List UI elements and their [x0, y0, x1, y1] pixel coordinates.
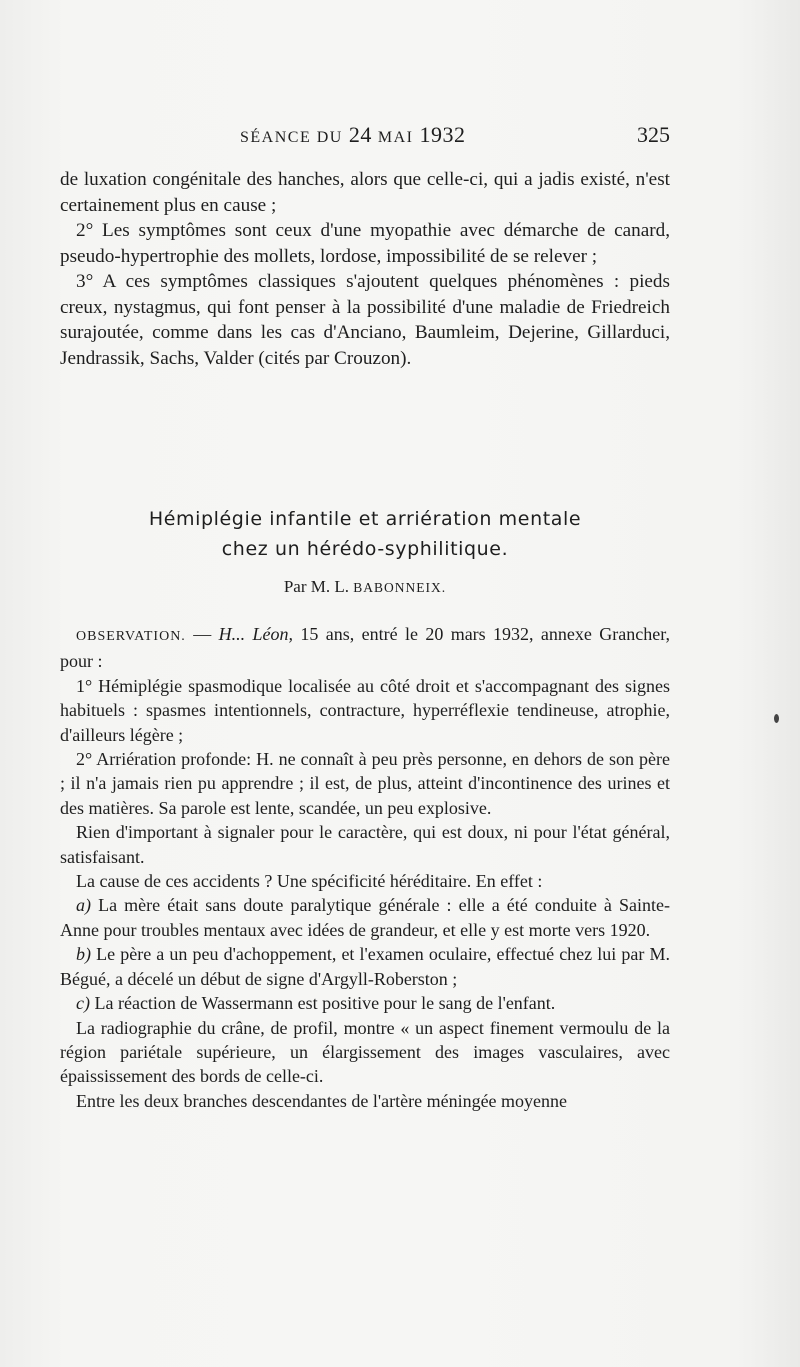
dash: — [185, 624, 219, 644]
paragraph: 2° Les symptômes sont ceux d'une myopathie avec démarche de canard, pseudo-hypertrophie des mollets, lordose, impossibilité de se relever ; [60, 220, 670, 267]
paragraph: Entre les deux branches descendantes de l'artère méningée moyenne [76, 1090, 568, 1111]
item-text: La réaction de Wassermann est positive pour le sang de l'enfant. [89, 993, 556, 1014]
running-title-part: SÉANCE DU [240, 129, 343, 146]
item-text: La mère était sans doute paralytique générale : elle a été conduite à Sainte-Anne pour troubles mentaux avec idées de grandeur, et elle y est morte vers 1920. [60, 895, 670, 940]
observation-label: OBSERVATION. [76, 629, 186, 644]
article-author [60, 577, 670, 597]
paragraph: 3° A ces symptômes classiques s'ajoutent quelques phénomènes : pieds creux, nystagmus, qui font penser à la possibilité d'une maladie de Friedreich surajoutée, comme dans les cas d'Anciano, Baumleim, Dejerine, Gillarduci, Jendrassik, Sachs, Valder (cités par Crouzon). [60, 271, 670, 369]
running-title-year: 1932 [419, 122, 466, 147]
ink-speck [774, 714, 779, 723]
paragraph [60, 622, 670, 674]
paragraph [60, 893, 670, 942]
running-title-month: MAI [377, 129, 414, 146]
running-title-day: 24 [348, 122, 372, 147]
paragraph [60, 991, 670, 1015]
article-body [60, 622, 670, 1113]
paragraph: Rien d'important à signaler pour le caractère, qui est doux, ni pour l'état général, satisfaisant. [60, 822, 670, 867]
paragraph: La radiographie du crâne, de profil, montre « un aspect finement vermoulu de la région pariétale supérieure, un élargissement des images vasculaires, avec épaississement des bords de celle-ci. [60, 1017, 670, 1087]
continued-text-block [60, 167, 670, 371]
page-number: 325 [637, 122, 670, 147]
page-header [60, 118, 670, 152]
item-label: a) [76, 895, 91, 916]
paragraph: de luxation congénitale des hanches, alors que celle-ci, qui a jadis existé, n'est certainement plus en cause ; [60, 169, 670, 216]
patient-name: H... Léon, [218, 624, 293, 644]
running-title [240, 122, 465, 148]
article-title [60, 504, 670, 564]
item-label: c) [76, 993, 90, 1014]
paragraph: La cause de ces accidents ? Une spécificité héréditaire. En effet : [76, 871, 543, 892]
paragraph: 1° Hémiplégie spasmodique localisée au côté droit et s'accompagnant des signes habituels : spasmes intentionnels, contracture, hyperréflexie tendineuse, atrophie, d'ailleurs légère ; [60, 675, 670, 745]
item-text: Le père a un peu d'achoppement, et l'examen oculaire, effectué chez lui par M. Bégué, a décelé un début de signe d'Argyll-Roberston ; [60, 944, 670, 989]
author-prefix: Par M. L. [283, 577, 350, 596]
paragraph: 2° Arriération profonde: H. ne connaît à peu près personne, en dehors de son père ; il n'a jamais rien pu apprendre ; il est, de plus, atteint d'incontinence des urines et des matières. Sa parole est lente, scandée, un peu explosive. [60, 749, 670, 818]
title-line: Hémiplégie infantile et arriération mentale [148, 508, 582, 530]
author-name: BABONNEIX. [353, 580, 447, 595]
paragraph [60, 942, 670, 991]
title-line: chez un hérédo-syphilitique. [221, 538, 509, 560]
item-label: b) [76, 944, 91, 965]
observation-text: 15 ans, entré le 20 mars 1932, annexe Grancher, pour : [60, 624, 671, 672]
